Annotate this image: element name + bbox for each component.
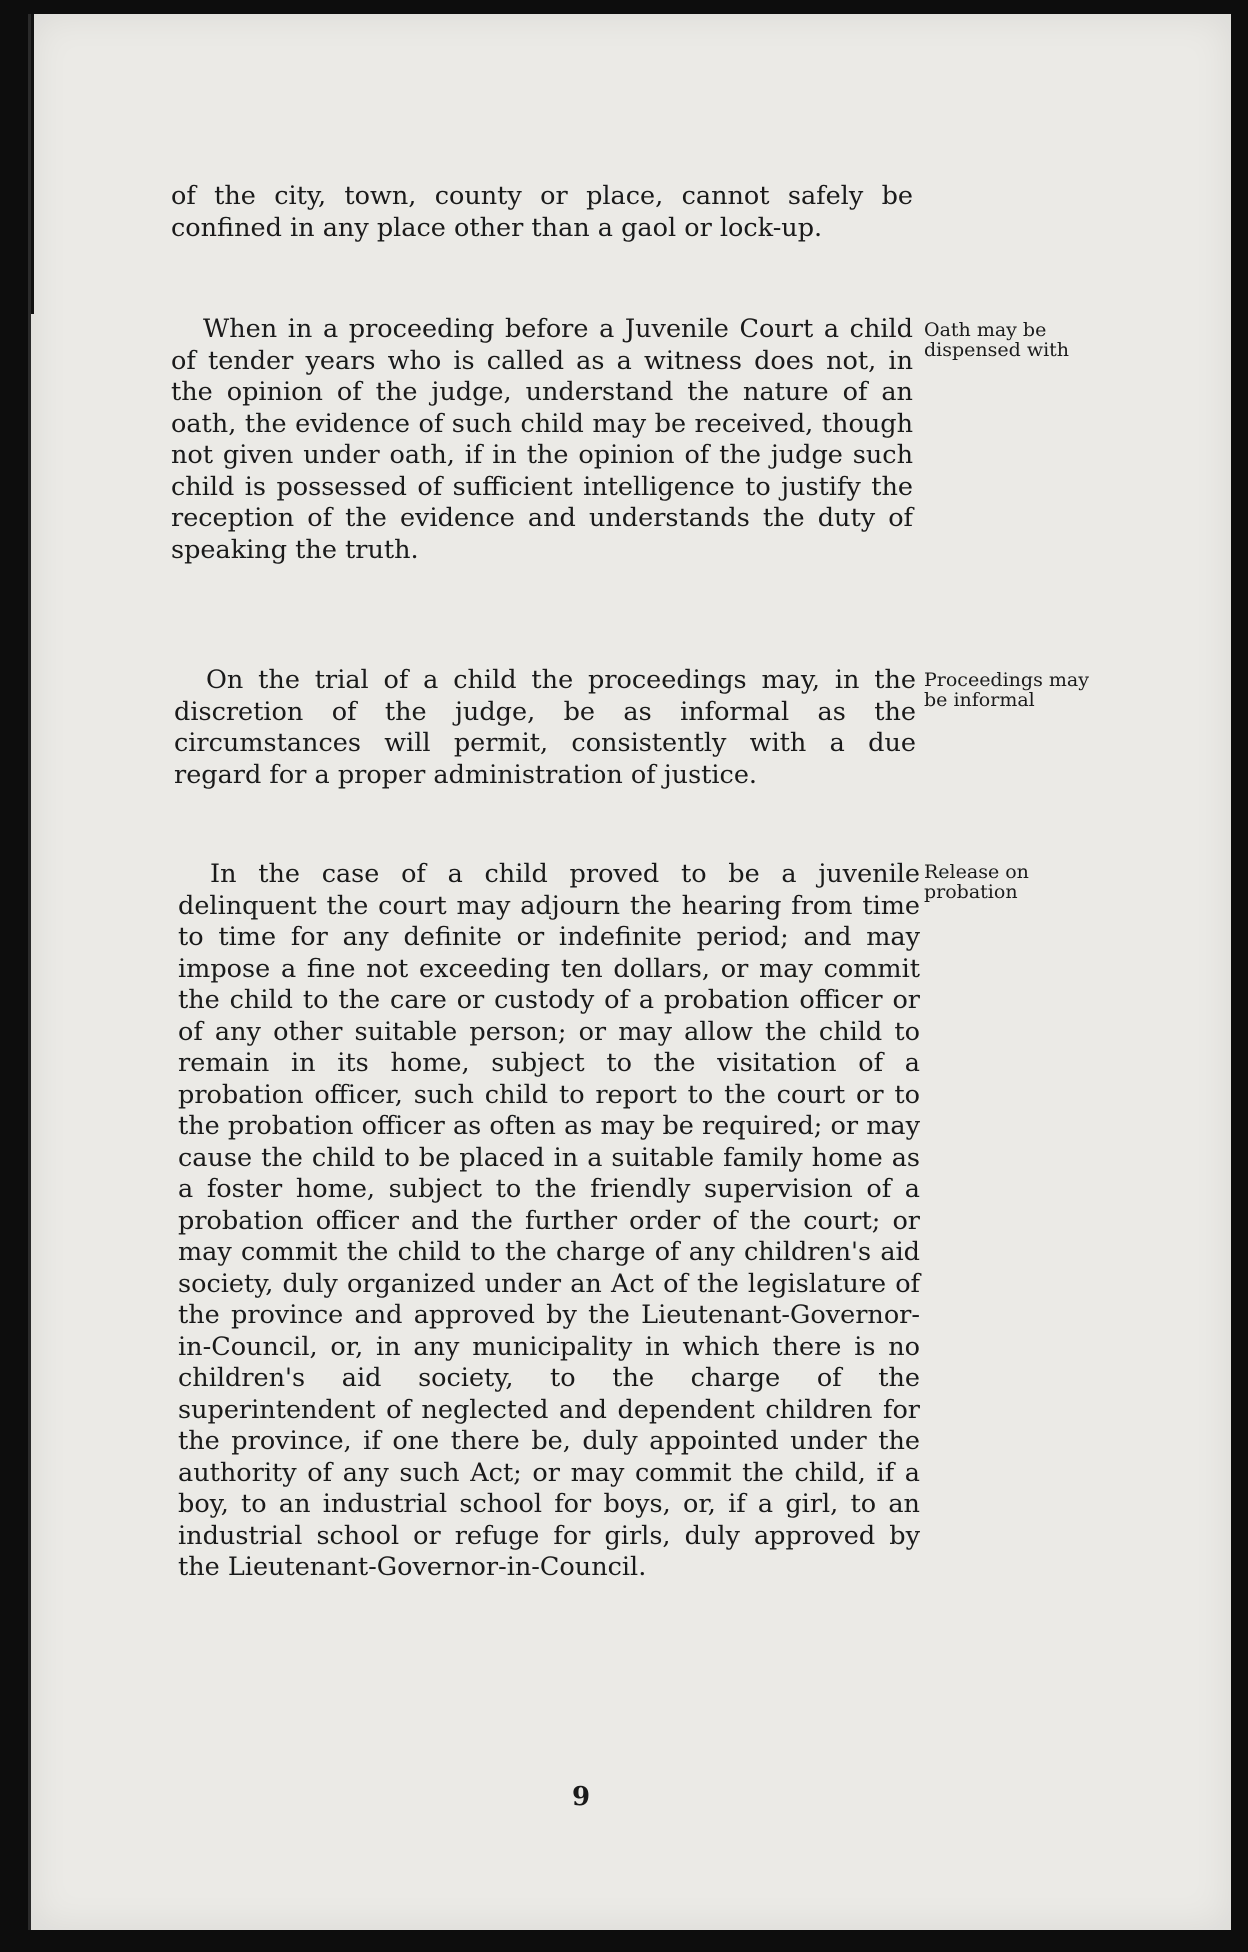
margin-note-informal: Proceedings may be informal bbox=[924, 669, 1089, 711]
binding-edge bbox=[31, 14, 34, 314]
paragraph-probation: In the case of a child proved to be a juvenile delinquent the court may adjourn the hearing from time to time for any definite or indefinite period; and may impose a fine not exceeding ten dollars, or may commit the child to the care or custody of a probation officer or of any other suitable person; or may allow the child to remain in its home, subject to the visitation of a probation officer, such child to report to the court or to the probation officer as often as may be required; or may cause the child to be placed in a suitable family home as a foster home, subject to the friendly supervision of a probation officer and the further order of the court; or may commit the child to the charge of any children's aid society, duly organized under an Act of the legislature of the province and approved by the Lieutenant-Governor-in-Council, or, in any municipality in which there is no children's aid society, to the charge of the superintendent of neglected and dependent children for the province, if one there be, duly appointed under the authority of any such Act; or may commit the child, if a boy, to an industrial school for boys, or, if a girl, to an industrial school or refuge for girls, duly approved by the Lieutenant-Governor-in-Council. bbox=[178, 859, 920, 1582]
margin-note-probation: Release on probation bbox=[924, 861, 1029, 903]
margin-note-oath: Oath may be dispensed with bbox=[924, 319, 1070, 361]
paragraph-oath: When in a proceeding before a Juvenile Court a child of tender years who is called as a witness does not, in the opinion of the judge, understand the nature of an oath, the evidence of such child may be received, though not given under oath, if in the opinion of the judge such child is possessed of sufficient intelligence to justify the reception of the evidence and understands the duty of speaking the truth. bbox=[171, 314, 913, 565]
page-number: 9 bbox=[571, 1782, 591, 1812]
paragraph-continuation: of the city, town, county or place, cannot safely be confined in any place other than a gaol or lock-up. bbox=[171, 181, 913, 243]
paragraph-informal: On the trial of a child the proceedings may, in the discretion of the judge, be as informal as the circumstances will permit, consistently with a due regard for a proper administration of justice. bbox=[174, 665, 916, 790]
document-page bbox=[28, 14, 1231, 1930]
